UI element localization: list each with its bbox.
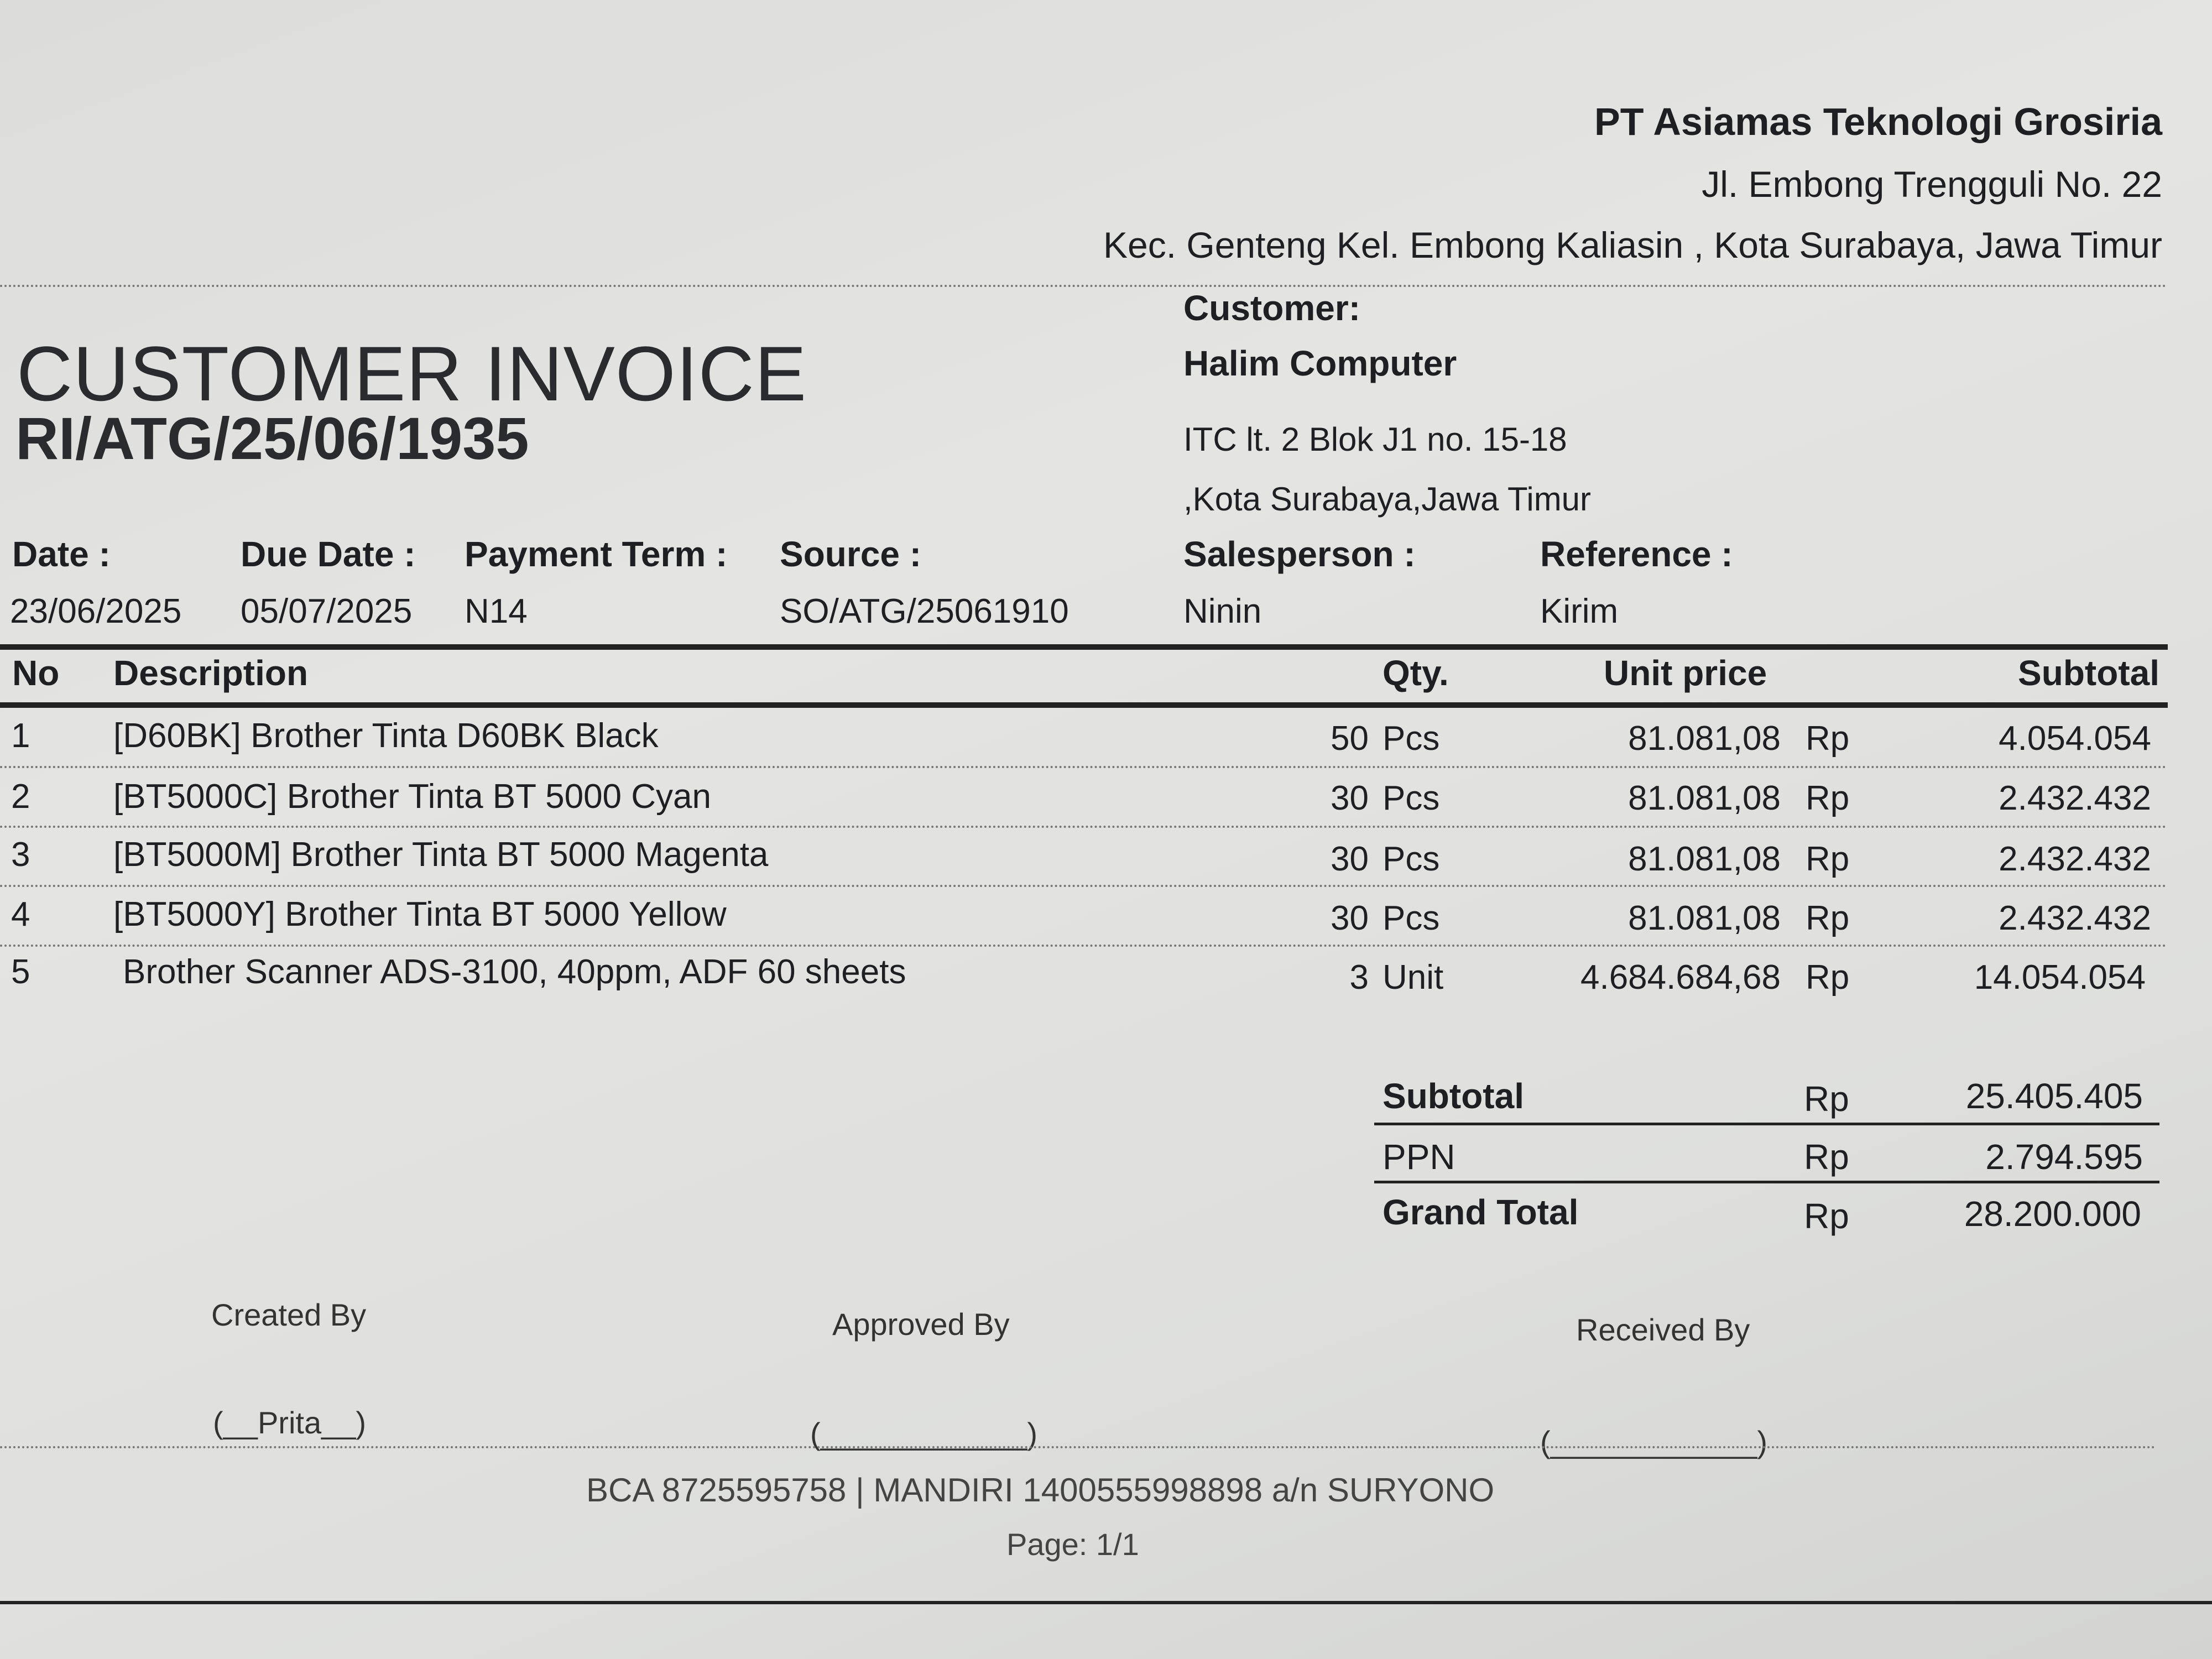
row-4-qty: 30 xyxy=(1331,899,1369,937)
row-3-unit: Pcs xyxy=(1383,840,1440,878)
row-1-currency: Rp xyxy=(1806,719,1850,758)
row-5-description: Brother Scanner ADS-3100, 40ppm, ADF 60 sheets xyxy=(123,953,906,991)
row-1-unit: Pcs xyxy=(1383,719,1440,758)
row-4-no: 4 xyxy=(11,895,30,933)
row-2-description: [BT5000C] Brother Tinta BT 5000 Cyan xyxy=(113,778,712,816)
row-3-description: [BT5000M] Brother Tinta BT 5000 Magenta xyxy=(113,836,769,874)
row-2-no: 2 xyxy=(11,778,30,816)
company-address-line1: Jl. Embong Trengguli No. 22 xyxy=(1702,164,2162,205)
due-date-label: Due Date : xyxy=(241,534,416,574)
row-3-subtotal: 2.432.432 xyxy=(1999,840,2151,878)
row-divider xyxy=(0,945,2168,947)
table-header-rule xyxy=(0,702,2168,708)
row-5-unit-price: 4.684.684,68 xyxy=(1580,958,1781,997)
grand-total-value: 28.200.000 xyxy=(1964,1194,2141,1234)
company-address-line2: Kec. Genteng Kel. Embong Kaliasin , Kota Surabaya, Jawa Timur xyxy=(1103,225,2162,265)
totals-divider xyxy=(1374,1181,2159,1183)
totals-subtotal-currency: Rp xyxy=(1804,1079,1849,1119)
row-divider xyxy=(0,826,2168,828)
header-divider xyxy=(0,285,2168,287)
payment-term-label: Payment Term : xyxy=(465,534,728,574)
row-3-currency: Rp xyxy=(1806,840,1850,878)
customer-address-line2: ,Kota Surabaya,Jawa Timur xyxy=(1183,481,1592,518)
customer-name: Halim Computer xyxy=(1183,343,1457,383)
page-bottom-rule xyxy=(0,1601,2212,1604)
due-date-value: 05/07/2025 xyxy=(241,592,413,630)
created-by-name: (__Prita__) xyxy=(213,1405,367,1440)
company-name: PT Asiamas Teknologi Grosiria xyxy=(1594,100,2162,143)
invoice-number: RI/ATG/25/06/1935 xyxy=(15,405,529,472)
row-2-unit: Pcs xyxy=(1383,779,1440,817)
approved-by-label: Approved By xyxy=(832,1307,1010,1342)
row-divider xyxy=(0,885,2168,887)
row-2-qty: 30 xyxy=(1331,779,1369,817)
header-subtotal: Subtotal xyxy=(2018,653,2159,693)
row-1-subtotal: 4.054.054 xyxy=(1999,719,2151,758)
totals-subtotal-label: Subtotal xyxy=(1383,1076,1524,1116)
row-5-subtotal: 14.054.054 xyxy=(1974,958,2146,997)
row-4-unit: Pcs xyxy=(1383,899,1440,937)
header-description: Description xyxy=(113,653,309,693)
row-5-qty: 3 xyxy=(1349,958,1369,997)
source-label: Source : xyxy=(780,534,922,574)
customer-address-line1: ITC lt. 2 Blok J1 no. 15-18 xyxy=(1183,421,1567,458)
row-1-no: 1 xyxy=(11,717,30,755)
header-unit-price: Unit price xyxy=(1604,653,1767,693)
row-1-unit-price: 81.081,08 xyxy=(1628,719,1781,758)
header-qty: Qty. xyxy=(1383,653,1449,693)
received-by-label: Received By xyxy=(1576,1312,1750,1347)
signature-divider xyxy=(0,1446,2157,1448)
row-3-qty: 30 xyxy=(1331,840,1369,878)
row-5-unit: Unit xyxy=(1383,958,1444,997)
date-label: Date : xyxy=(12,534,111,574)
row-4-description: [BT5000Y] Brother Tinta BT 5000 Yellow xyxy=(113,895,727,933)
row-4-currency: Rp xyxy=(1806,899,1850,937)
row-4-unit-price: 81.081,08 xyxy=(1628,899,1781,937)
row-3-no: 3 xyxy=(11,836,30,874)
salesperson-value: Ninin xyxy=(1183,592,1262,630)
row-2-unit-price: 81.081,08 xyxy=(1628,779,1781,817)
received-by-blank: (____________) xyxy=(1540,1425,1768,1459)
row-5-currency: Rp xyxy=(1806,958,1850,997)
row-2-subtotal: 2.432.432 xyxy=(1999,779,2151,817)
totals-divider xyxy=(1374,1123,2159,1125)
page-number: Page: 1/1 xyxy=(1006,1527,1139,1562)
row-3-unit-price: 81.081,08 xyxy=(1628,840,1781,878)
payment-term-value: N14 xyxy=(465,592,528,630)
grand-total-currency: Rp xyxy=(1804,1196,1849,1236)
reference-value: Kirim xyxy=(1540,592,1619,630)
header-no: No xyxy=(12,653,60,693)
table-top-rule xyxy=(0,644,2168,650)
totals-tax-label: PPN xyxy=(1383,1137,1455,1177)
salesperson-label: Salesperson : xyxy=(1183,534,1416,574)
totals-tax-currency: Rp xyxy=(1804,1137,1849,1177)
row-4-subtotal: 2.432.432 xyxy=(1999,899,2151,937)
row-1-description: [D60BK] Brother Tinta D60BK Black xyxy=(113,717,659,755)
reference-label: Reference : xyxy=(1540,534,1733,574)
row-divider xyxy=(0,766,2168,768)
date-value: 23/06/2025 xyxy=(10,592,182,630)
totals-tax-value: 2.794.595 xyxy=(1985,1137,2143,1177)
row-2-currency: Rp xyxy=(1806,779,1850,817)
row-5-no: 5 xyxy=(11,953,30,991)
bank-accounts: BCA 8725595758 | MANDIRI 1400555998898 a/n SURYONO xyxy=(586,1472,1495,1509)
source-value: SO/ATG/25061910 xyxy=(780,592,1069,630)
approved-by-blank: (____________) xyxy=(810,1416,1038,1451)
invoice-title: CUSTOMER INVOICE xyxy=(17,330,807,417)
totals-subtotal-value: 25.405.405 xyxy=(1965,1076,2143,1116)
grand-total-label: Grand Total xyxy=(1383,1192,1579,1232)
row-1-qty: 50 xyxy=(1331,719,1369,758)
created-by-label: Created By xyxy=(211,1297,367,1332)
customer-label: Customer: xyxy=(1183,288,1361,328)
